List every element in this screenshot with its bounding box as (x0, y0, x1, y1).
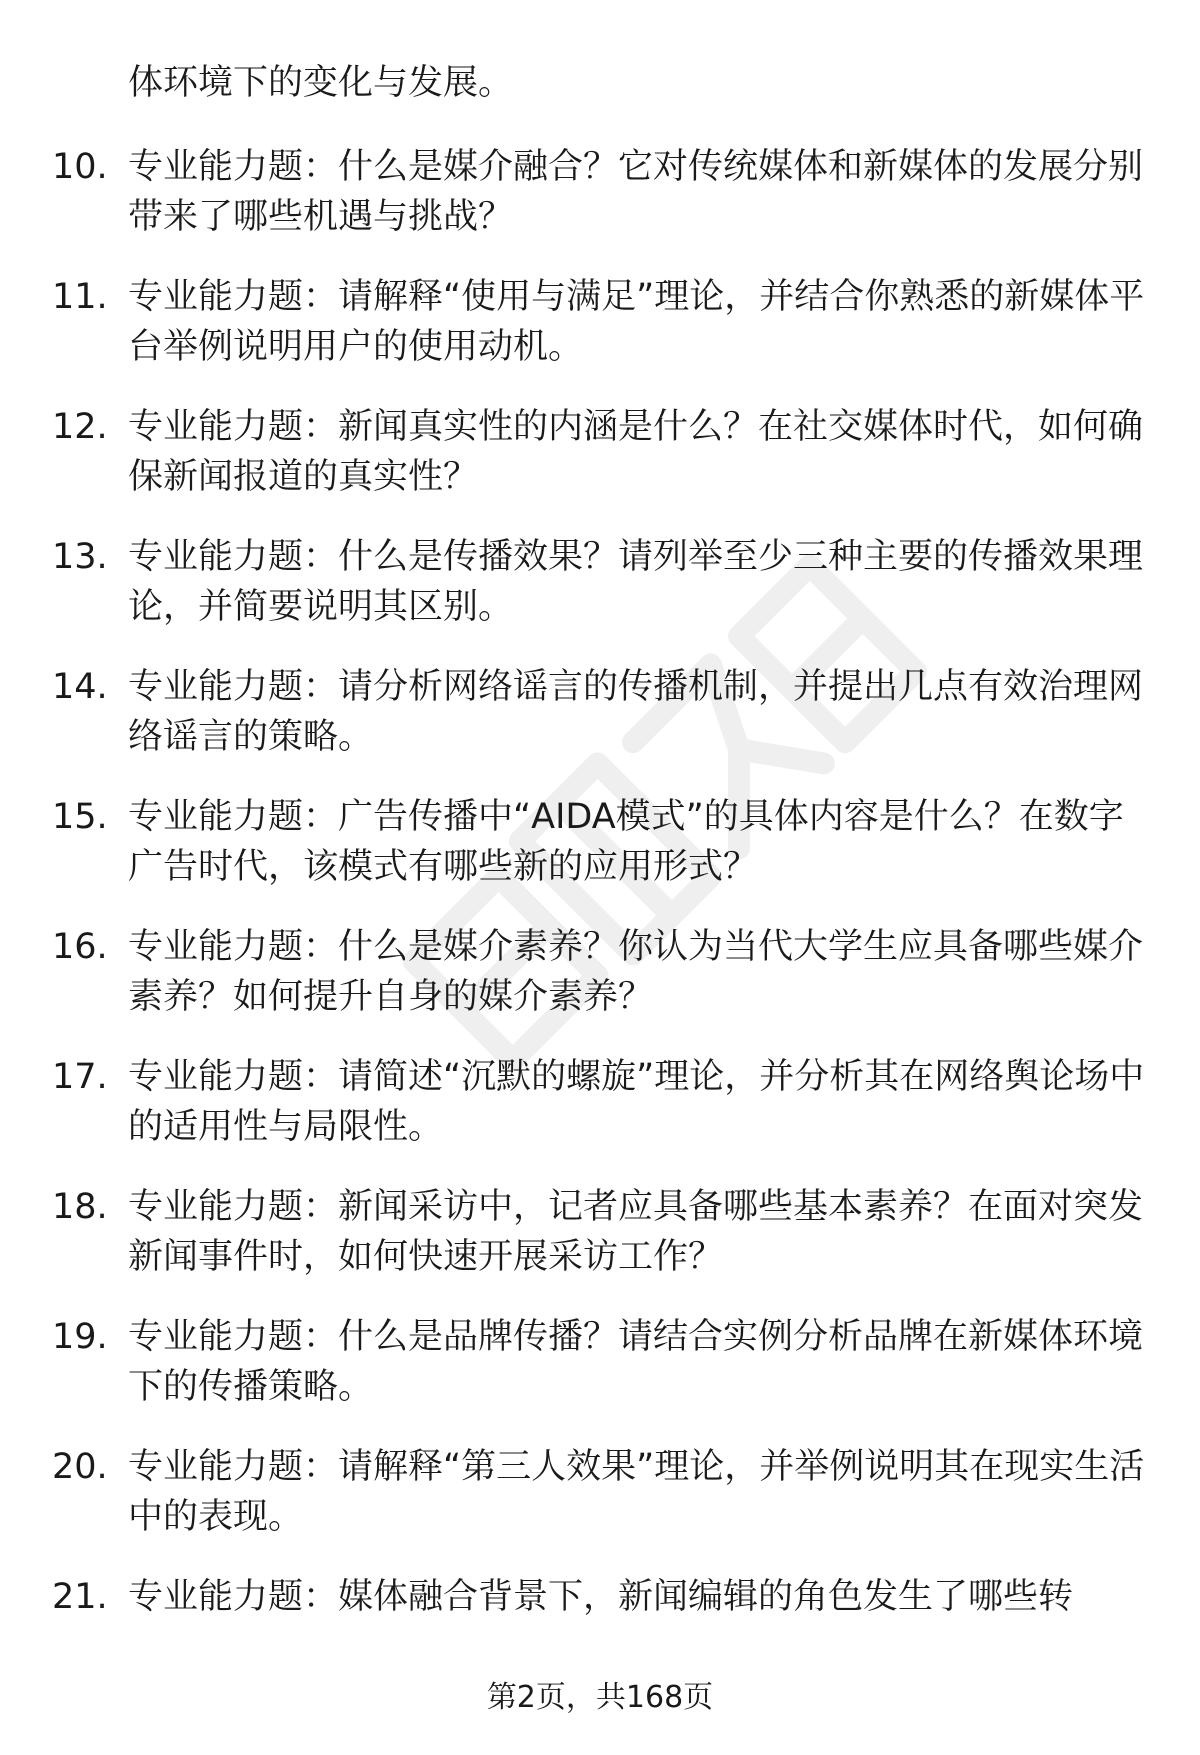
question-item (0, 272, 1200, 402)
question-item (0, 402, 1200, 532)
question-number: 20. (52, 1447, 108, 1487)
question-number: 16. (52, 927, 108, 967)
question-number: 13. (52, 537, 108, 577)
question-number: 18. (52, 1187, 108, 1227)
question-number: 12. (52, 407, 108, 447)
question-number: 11. (52, 277, 108, 317)
question-text: 专业能力题：什么是传播效果？请列举至少三种主要的传播效果理论，并简要说明其区别。 (128, 537, 1144, 627)
question-text: 专业能力题：什么是媒介素养？你认为当代大学生应具备哪些媒介素养？如何提升自身的媒介素养？ (128, 927, 1144, 1017)
question-text: 专业能力题：新闻采访中，记者应具备哪些基本素养？在面对突发新闻事件时，如何快速开展采访工作？ (128, 1187, 1144, 1277)
question-text: 专业能力题：请分析网络谣言的传播机制，并提出几点有效治理网络谣言的策略。 (128, 667, 1144, 757)
question-number: 14. (52, 667, 108, 707)
page-footer: 第2页，共168页 (486, 1680, 714, 1715)
question-number: 10. (52, 147, 108, 187)
question-text: 专业能力题：请解释“使用与满足”理论，并结合你熟悉的新媒体平台举例说明用户的使用动机。 (128, 277, 1145, 367)
question-number: 17. (52, 1057, 108, 1097)
question-item (0, 792, 1200, 922)
question-list (0, 142, 1200, 1702)
question-number: 21. (52, 1577, 108, 1617)
question-item (0, 1052, 1200, 1182)
question-item (0, 532, 1200, 662)
question-text: 专业能力题：新闻真实性的内涵是什么？在社交媒体时代，如何确保新闻报道的真实性？ (128, 407, 1144, 497)
question-text: 专业能力题：什么是品牌传播？请结合实例分析品牌在新媒体环境下的传播策略。 (128, 1317, 1144, 1407)
question-item (0, 1312, 1200, 1442)
question-number: 19. (52, 1317, 108, 1357)
question-text: 专业能力题：广告传播中“AIDA模式”的具体内容是什么？在数字广告时代，该模式有哪些新的应用形式？ (128, 797, 1124, 887)
continuation-text: 体环境下的变化与发展。 (128, 63, 514, 103)
question-item (0, 662, 1200, 792)
question-text: 专业能力题：请简述“沉默的螺旋”理论，并分析其在网络舆论场中的适用性与局限性。 (128, 1057, 1145, 1147)
question-item (0, 1182, 1200, 1312)
question-text: 专业能力题：什么是媒介融合？它对传统媒体和新媒体的发展分别带来了哪些机遇与挑战？ (128, 147, 1144, 237)
question-number: 15. (52, 797, 108, 837)
question-item (0, 922, 1200, 1052)
question-item (0, 142, 1200, 272)
question-item (0, 1442, 1200, 1572)
question-text: 专业能力题：请解释“第三人效果”理论，并举例说明其在现实生活中的表现。 (128, 1447, 1145, 1537)
question-text: 专业能力题：媒体融合背景下，新闻编辑的角色发生了哪些转 (128, 1577, 1074, 1617)
